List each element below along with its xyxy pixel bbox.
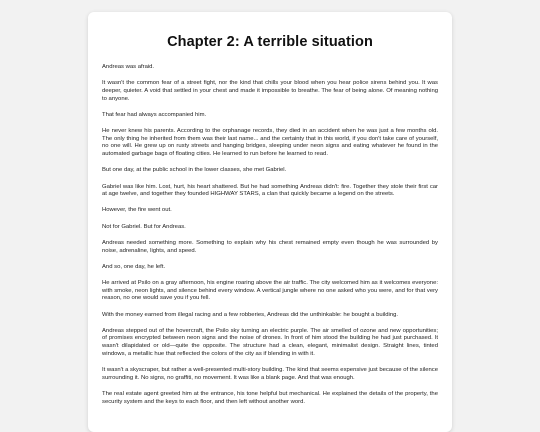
paragraph: Gabriel was like him. Lost, hurt, his heart shattered. But he had something Andreas didn't: fire. Together they stole their first car at age twelve, and together they founded HIGHWAY STARS, a clan that quickly became a legend on the streets. [102,183,438,198]
paragraph: However, the fire went out. [102,207,172,214]
chapter-body [102,64,438,406]
paragraph: Andreas needed something more. Something to explain why his chest remained empty even though he was surrounded by noise, adrenaline, lights, and speed. [102,239,438,254]
paragraph: Andreas stepped out of the hovercraft, the Psilo sky turning an electric purple. The air smelled of ozone and new opportunities; of promises encrypted between neon signs and the noise of drones. In front of him stood the building he had just purchased. It wasn't dilapidated or old—quite the opposite. The structure had a clean, elegant, minimalist design. Straight lines, tinted windows, a metallic hue that reflected the colors of the city as if blending in with it. [102,327,438,357]
paragraph: Not for Gabriel. But for Andreas. [102,223,186,230]
paragraph: Andreas was afraid. [102,64,155,70]
document-page [88,12,452,432]
chapter-title: Chapter 2: A terrible situation [167,34,373,50]
paragraph: The real estate agent greeted him at the entrance, his tone helpful but mechanical. He explained the details of the property, the security system and the keys to each floor, and then left without another word. [102,390,438,405]
paragraph: It wasn't a skyscraper, but rather a well-presented multi-story building. The kind that seems expensive just because of the silence surrounding it. No signs, no graffiti, no movement. It was like a blank page. And that was enough. [102,367,438,381]
paragraph: But one day, at the public school in the lower classes, she met Gabriel. [102,167,287,174]
paragraph: He never knew his parents. According to the orphanage records, they died in an accident when he was just a few months old. The only thing he inherited from them was their last name... and the certainty that in this world, if you don't take care of yourself, no one will. He grew up on rusty streets and hanging bridges, sleeping under neon signs and eating whatever he found in the automated garbage bags of floating cities. He learned to run before he learned to read. [102,128,438,158]
paragraph: And so, one day, he left. [102,263,166,270]
paragraph: It wasn't the common fear of a street fight, nor the kind that chills your blood when you hear police sirens behind you. It was deeper, quieter. A void that settled in your chest and made it impossible to breathe. The fear of being alone. Of meaning nothing to anyone. [102,80,438,102]
paragraph: He arrived at Psilo on a gray afternoon, his engine roaring above the air traffic. The city welcomed him as it welcomes everyone: with smoke, neon lights, and silence behind every window. A vertical jungle where no one asked who you were, and for that very reason, no one would save you if you fell. [102,279,438,302]
paragraph: That fear had always accompanied him. [102,111,207,118]
paragraph: With the money earned from illegal racing and a few robberies, Andreas did the unthinkable: he bought a building. [102,311,399,318]
